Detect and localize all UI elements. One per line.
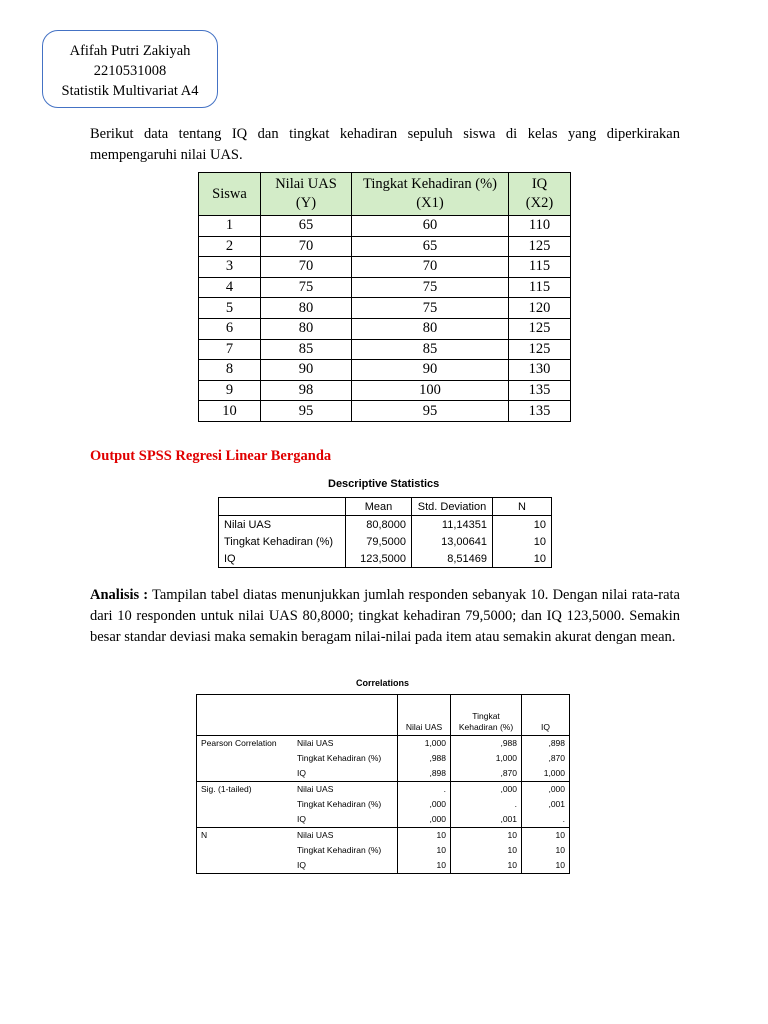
col-header-siswa: Siswa <box>199 173 261 216</box>
table-cell: 95 <box>352 401 509 422</box>
cor-header-blank2 <box>293 695 398 736</box>
student-name: Afifah Putri Zakiyah <box>69 43 191 59</box>
table-cell: 75 <box>261 277 352 298</box>
table-cell: 2 <box>199 236 261 257</box>
table-cell: 10 <box>451 828 522 844</box>
group-label: N <box>197 828 294 844</box>
correlations-title: Correlations <box>356 678 410 688</box>
descriptive-table <box>218 497 552 568</box>
group-label: Sig. (1-tailed) <box>197 782 294 798</box>
row-label: Nilai UAS <box>293 782 398 798</box>
table-cell: 10 <box>522 828 570 844</box>
table-cell: 80 <box>261 318 352 339</box>
table-cell: ,000 <box>451 782 522 798</box>
table-cell: 10 <box>398 858 451 874</box>
group-label <box>197 858 294 874</box>
table-cell: 75 <box>352 277 509 298</box>
table-cell: 1 <box>199 216 261 237</box>
row-label: Tingkat Kehadiran (%) <box>297 799 382 809</box>
table-cell: 70 <box>352 257 509 278</box>
table-cell: 130 <box>509 360 571 381</box>
table-cell: 1,000 <box>522 766 570 782</box>
table-cell: 70 <box>261 257 352 278</box>
table-row <box>199 236 571 257</box>
table-cell: 65 <box>261 216 352 237</box>
table-cell: 10 <box>493 533 552 550</box>
table-row <box>199 380 571 401</box>
cor-header-iq: IQ <box>522 695 570 736</box>
table-row <box>197 858 570 874</box>
table-row <box>199 216 571 237</box>
table-cell: 75 <box>352 298 509 319</box>
analysis-label: Analisis : <box>90 587 149 603</box>
table-cell: 7 <box>199 339 261 360</box>
table-row <box>197 828 570 844</box>
table-row <box>197 766 570 782</box>
table-row <box>199 401 571 422</box>
table-cell: 135 <box>509 380 571 401</box>
table-cell: . <box>451 797 522 812</box>
table-cell: ,000 <box>398 812 451 828</box>
table-cell: 80,8000 <box>346 516 412 534</box>
table-cell: 1,000 <box>451 751 522 766</box>
table-row <box>197 736 570 752</box>
table-row <box>199 277 571 298</box>
group-label <box>197 766 294 782</box>
desc-header-n: N <box>493 498 552 516</box>
table-cell: 10 <box>398 843 451 858</box>
table-cell: 90 <box>352 360 509 381</box>
table-row <box>197 782 570 798</box>
row-label: Tingkat Kehadiran (%) <box>297 845 382 855</box>
table-cell: ,988 <box>398 751 451 766</box>
table-cell: 115 <box>509 257 571 278</box>
row-label: Nilai UAS <box>293 736 398 752</box>
table-cell: 85 <box>261 339 352 360</box>
table-row <box>219 533 552 550</box>
col-header-iq: IQ (X2) <box>509 173 571 216</box>
table-row <box>199 318 571 339</box>
table-cell: 100 <box>352 380 509 401</box>
intro-paragraph: Berikut data tentang IQ dan tingkat kehadiran sepuluh siswa di kelas yang diperkirakan mempengaruhi nilai UAS. <box>90 126 680 163</box>
table-cell: 120 <box>509 298 571 319</box>
table-cell: 110 <box>509 216 571 237</box>
row-label: Tingkat Kehadiran (%) <box>297 753 382 763</box>
row-label: Tingkat Kehadiran (%) <box>224 535 334 548</box>
table-cell: 125 <box>509 236 571 257</box>
table-cell: 65 <box>352 236 509 257</box>
table-row <box>199 339 571 360</box>
table-cell: 98 <box>261 380 352 401</box>
group-label <box>197 751 294 766</box>
table-row <box>199 298 571 319</box>
table-cell: ,001 <box>522 797 570 812</box>
table-cell: ,870 <box>522 751 570 766</box>
desc-header-mean: Mean <box>346 498 412 516</box>
section-heading: Output SPSS Regresi Linear Berganda <box>90 448 332 464</box>
table-cell: 6 <box>199 318 261 339</box>
table-cell: 123,5000 <box>346 550 412 568</box>
table-cell: 10 <box>451 843 522 858</box>
row-label: Nilai UAS <box>293 828 398 844</box>
analysis-paragraph <box>90 585 680 648</box>
table-row <box>197 812 570 828</box>
course-name: Statistik Multivariat A4 <box>61 83 199 99</box>
table-row <box>197 797 570 812</box>
table-cell: 8 <box>199 360 261 381</box>
student-data-table <box>198 172 571 422</box>
table-row <box>199 257 571 278</box>
row-label: IQ <box>224 552 236 565</box>
table-cell: 8,51469 <box>412 550 493 568</box>
table-cell: 80 <box>352 318 509 339</box>
row-label: IQ <box>297 860 306 870</box>
table-cell: 90 <box>261 360 352 381</box>
table-cell: 85 <box>352 339 509 360</box>
col-header-nilai-uas: Nilai UAS (Y) <box>261 173 352 216</box>
table-row <box>197 751 570 766</box>
table-cell: ,000 <box>522 782 570 798</box>
table-cell: . <box>398 782 451 798</box>
table-cell: 125 <box>509 339 571 360</box>
table-cell: ,898 <box>522 736 570 752</box>
table-cell: . <box>522 812 570 828</box>
col-header-kehadiran: Tingkat Kehadiran (%) (X1) <box>352 173 509 216</box>
table-cell: 95 <box>261 401 352 422</box>
table-cell: 11,14351 <box>412 516 493 534</box>
group-label <box>197 843 294 858</box>
table-cell: 10 <box>522 858 570 874</box>
table-cell: ,000 <box>398 797 451 812</box>
cor-header-nilai-uas: Nilai UAS <box>398 695 451 736</box>
table-cell: 3 <box>199 257 261 278</box>
table-cell: 10 <box>199 401 261 422</box>
row-label: IQ <box>297 814 306 824</box>
row-label: IQ <box>297 768 306 778</box>
table-cell: 80 <box>261 298 352 319</box>
table-cell: 10 <box>493 516 552 534</box>
correlations-table <box>196 694 570 874</box>
table-cell: 13,00641 <box>412 533 493 550</box>
table-cell: 135 <box>509 401 571 422</box>
group-label <box>197 797 294 812</box>
table-row <box>199 360 571 381</box>
table-cell: 10 <box>398 828 451 844</box>
table-cell: ,001 <box>451 812 522 828</box>
desc-header-blank <box>219 498 346 516</box>
table-cell: 70 <box>261 236 352 257</box>
group-label: Pearson Correlation <box>197 736 294 752</box>
table-cell: 1,000 <box>398 736 451 752</box>
table-cell: 4 <box>199 277 261 298</box>
table-cell: ,870 <box>451 766 522 782</box>
table-cell: 79,5000 <box>346 533 412 550</box>
descriptive-title: Descriptive Statistics <box>328 478 440 490</box>
cor-header-kehadiran: Tingkat Kehadiran (%) <box>451 695 522 736</box>
table-cell: 60 <box>352 216 509 237</box>
table-row <box>219 550 552 568</box>
table-row <box>197 843 570 858</box>
table-cell: ,898 <box>398 766 451 782</box>
desc-header-std: Std. Deviation <box>412 498 493 516</box>
table-cell: 10 <box>522 843 570 858</box>
table-cell: 125 <box>509 318 571 339</box>
table-cell: 115 <box>509 277 571 298</box>
table-cell: ,988 <box>451 736 522 752</box>
identity-box <box>42 30 218 108</box>
row-label: Nilai UAS <box>224 518 272 531</box>
group-label <box>197 812 294 828</box>
table-cell: 10 <box>451 858 522 874</box>
analysis-text: Tampilan tabel diatas menunjukkan jumlah responden sebanyak 10. Dengan nilai rata-rata dari 10 responden untuk nilai UAS 80,8000; tingkat kehadiran 79,5000; dan IQ 123,5000. Semakin besar standar deviasi maka semakin beragam nilai-nilai pada item atau semakin akurat dengan mean. <box>90 587 680 645</box>
table-cell: 9 <box>199 380 261 401</box>
cor-header-blank1 <box>197 695 294 736</box>
student-id: 2210531008 <box>93 63 167 79</box>
table-cell: 10 <box>493 550 552 568</box>
table-row <box>219 516 552 534</box>
table-cell: 5 <box>199 298 261 319</box>
